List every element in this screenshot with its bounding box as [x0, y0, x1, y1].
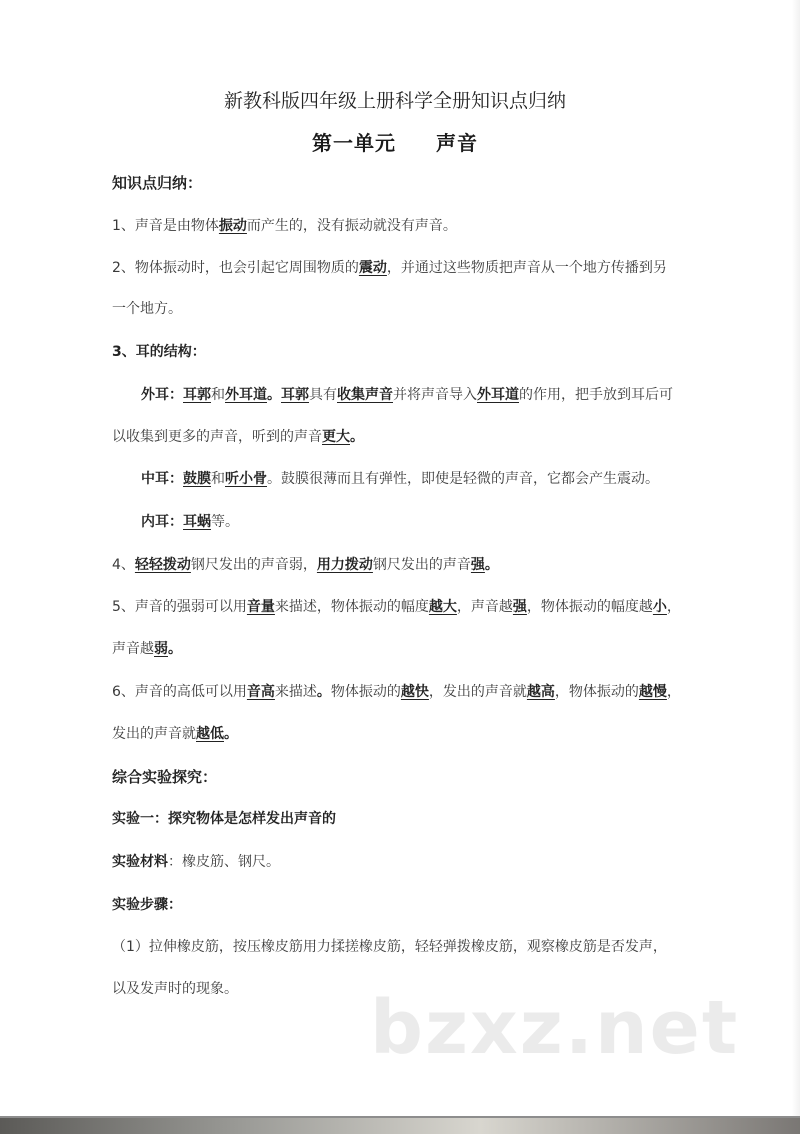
knowledge-heading: 知识点归纳：	[112, 174, 203, 192]
page-edge-shadow	[792, 0, 800, 1118]
point-5-line-1: 5、声音的强弱可以用音量来描述，物体振动的幅度越大，声音越强，物体振动的幅度越小，	[112, 599, 681, 615]
next-page-preview	[0, 1118, 800, 1134]
document-title: 新教科版四年级上册科学全册知识点归纳	[223, 90, 566, 112]
point-1: 1、声音是由物体振动而产生的，没有振动就没有声音。	[112, 218, 457, 234]
outer-ear-line-2: 以收集到更多的声音，听到的声音更大。	[112, 429, 364, 445]
point-2-line-2: 一个地方。	[112, 301, 182, 317]
experiment-heading: 综合实验探究：	[112, 768, 218, 786]
unit-heading	[0, 127, 790, 156]
unit-number: 第一单元	[312, 131, 396, 155]
point-5-line-2: 声音越弱。	[112, 641, 182, 657]
unit-name: 声音	[436, 131, 478, 155]
point-6-line-2: 发出的声音就越低。	[112, 726, 238, 742]
point-4: 4、轻轻拨动钢尺发出的声音弱，用力拨动钢尺发出的声音强。	[112, 557, 499, 573]
point-3: 3、耳的结构：	[112, 344, 206, 360]
watermark: bzxz.net	[370, 985, 740, 1071]
experiment-1-title: 实验一：探究物体是怎样发出声音的	[112, 811, 336, 827]
steps-heading: 实验步骤：	[112, 897, 182, 913]
step-1-line-1: （1）拉伸橡皮筋，按压橡皮筋用力揉搓橡皮筋，轻轻弹拨橡皮筋，观察橡皮筋是否发声，	[112, 939, 667, 955]
outer-ear-line-1: 外耳：耳郭和外耳道。耳郭具有收集声音并将声音导入外耳道的作用，把手放到耳后可	[141, 387, 673, 403]
experiment-materials: 实验材料：橡皮筋、钢尺。	[112, 854, 280, 870]
inner-ear: 内耳：耳蜗等。	[141, 514, 239, 530]
point-2-line-1: 2、物体振动时，也会引起它周围物质的震动，并通过这些物质把声音从一个地方传播到另	[112, 260, 667, 276]
middle-ear: 中耳：鼓膜和听小骨。鼓膜很薄而且有弹性，即使是轻微的声音，它都会产生震动。	[141, 471, 659, 487]
point-6-line-1: 6、声音的高低可以用音高来描述。物体振动的越快，发出的声音就越高，物体振动的越慢，	[112, 684, 681, 700]
step-1-line-2: 以及发声时的现象。	[112, 981, 238, 997]
